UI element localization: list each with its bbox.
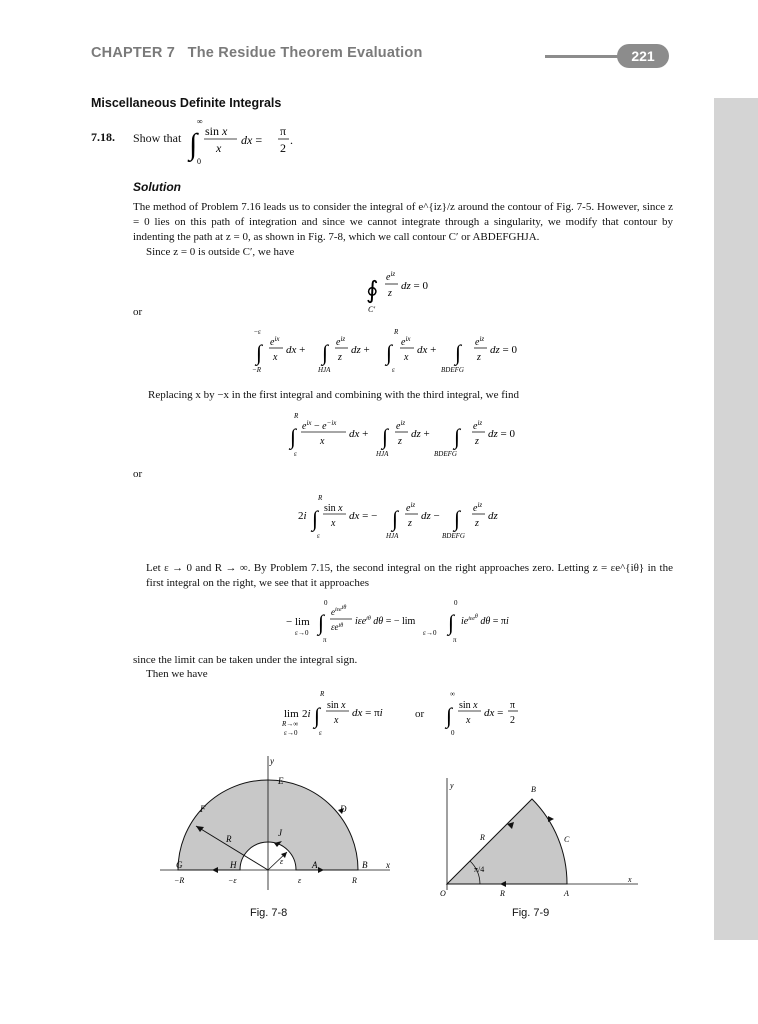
- svg-text:R: R: [318, 494, 323, 502]
- fig78-point-A: A: [312, 860, 318, 870]
- svg-text:∫: ∫: [290, 424, 297, 449]
- svg-text:z: z: [475, 436, 479, 447]
- equation-2: [252, 326, 552, 376]
- fig79-point-B: B: [531, 785, 536, 794]
- svg-text:ε→0: ε→0: [284, 729, 298, 737]
- or-label-1: or: [133, 306, 143, 318]
- paragraph-5: since the limit can be taken under the integral sign.: [133, 654, 358, 666]
- svg-text:dz = 0: dz = 0: [490, 344, 517, 356]
- svg-text:R: R: [394, 328, 399, 336]
- fig78-point-E: E: [278, 776, 284, 786]
- equation-6: [280, 688, 530, 740]
- side-thumb-tab: [714, 98, 758, 940]
- svg-text:eiz: $e^{iz}$: [475, 335, 485, 348]
- svg-text:π: π: [453, 636, 457, 644]
- svg-text:eiz: $e^{iz}$: [473, 419, 483, 432]
- fig79-angle-label: π/4: [474, 865, 485, 874]
- svg-text:ε: ε: [392, 366, 395, 374]
- svg-text:ε: ε: [317, 532, 320, 540]
- equation-1: [360, 262, 480, 316]
- svg-text:dx +: dx +: [286, 344, 306, 356]
- svg-text:eix: $e^{ix}$: [270, 335, 280, 348]
- svg-text:iεeiθ dθ = − lim: iεe$^{i\theta}$ dθ = − lim: [355, 616, 416, 627]
- svg-text:∞: ∞: [197, 117, 203, 126]
- svg-text:∫: ∫: [446, 703, 453, 728]
- svg-text:z: z: [475, 518, 479, 529]
- svg-text:z: z: [388, 288, 392, 299]
- svg-text:z: z: [338, 352, 342, 363]
- svg-text:eix: $e^{ix}$: [401, 335, 411, 348]
- svg-text:dx +: dx +: [349, 428, 369, 440]
- svg-text:eiz: $e^{iz}$: [406, 501, 416, 514]
- svg-text:∫: ∫: [256, 340, 263, 365]
- paragraph-3: Replacing x by −x in the first integral and combining with the third integral, we find: [148, 389, 519, 401]
- svg-text:ε: ε: [294, 450, 297, 458]
- svg-text:dx +: dx +: [417, 344, 437, 356]
- svg-text:x: x: [331, 518, 336, 529]
- svg-text:.: .: [290, 133, 293, 147]
- svg-text:0: 0: [197, 157, 201, 166]
- svg-text:2i: 2i: [298, 510, 307, 522]
- svg-text:dx =: dx =: [484, 707, 504, 719]
- svg-text:∫: ∫: [392, 506, 399, 531]
- svg-text:HJA: HJA: [318, 366, 331, 374]
- svg-text:∫: ∫: [382, 424, 389, 449]
- problem-statement: [91, 114, 391, 170]
- svg-text:R→∞: R→∞: [282, 720, 299, 728]
- svg-text:∞: ∞: [450, 690, 455, 698]
- svg-text:BDEFG: BDEFG: [441, 366, 464, 374]
- svg-text:sin x: sin x: [324, 503, 343, 514]
- fig79-point-O: O: [440, 889, 446, 896]
- header-rule: [545, 55, 625, 58]
- figure-7-9-caption: Fig. 7-9: [512, 907, 550, 919]
- fig78-tick-eps: ε: [298, 876, 302, 885]
- svg-text:ieiεeθ dθ = πi: $ie^{i\varepsilon e\theta}$ dθ = πi: [461, 614, 509, 627]
- svg-text:sin x: sin x: [327, 700, 346, 711]
- fig78-y-axis: y: [270, 756, 274, 766]
- fig78-radius-eps: ε: [280, 857, 284, 866]
- svg-text:eiz: $e^{iz}$: [336, 335, 346, 348]
- fig78-x-axis: x: [386, 860, 390, 870]
- svg-text:π: π: [510, 700, 516, 711]
- equation-4: [296, 492, 516, 544]
- fig78-point-B: B: [362, 860, 368, 870]
- svg-text:x: x: [273, 352, 278, 363]
- or-label-2: or: [133, 468, 143, 480]
- fig78-point-G: G: [176, 860, 183, 870]
- svg-text:sin x: sin x: [205, 124, 228, 138]
- svg-text:∫: ∫: [189, 128, 198, 161]
- page-number-badge: 221: [617, 44, 669, 68]
- svg-text:dz: dz: [488, 510, 498, 522]
- svg-text:0: 0: [451, 729, 455, 737]
- problem-prompt: Show that: [133, 131, 182, 145]
- fig78-tick-negR: −R: [174, 876, 185, 885]
- svg-text:dz +: dz +: [351, 344, 370, 356]
- fig78-radius-R: R: [226, 834, 232, 844]
- fig79-point-C: C: [564, 835, 570, 844]
- svg-text:ε→0: ε→0: [295, 629, 309, 637]
- svg-text:eix − e−ix: $e^{ix} - e^{-ix}$: [302, 419, 337, 432]
- svg-text:∫: ∫: [312, 506, 319, 531]
- svg-text:dx = −: dx = −: [349, 510, 378, 522]
- fig78-point-F: F: [200, 804, 206, 814]
- svg-text:ε→0: ε→0: [423, 629, 437, 637]
- svg-text:z: z: [477, 352, 481, 363]
- paragraph-4: Let ε → 0 and R → ∞. By Problem 7.15, the second integral on the right approaches zero. Letting z = εe^{iθ} in the first integral on the right, we see that it approaches: [146, 562, 673, 589]
- svg-text:∫: ∫: [455, 340, 462, 365]
- svg-text:R: R: [294, 412, 299, 420]
- paragraph-2: Since z = 0 is outside C′, we have: [146, 246, 295, 258]
- svg-text:BDEFG: BDEFG: [434, 450, 457, 458]
- svg-text:lim: lim: [284, 708, 299, 720]
- svg-text:eiεeiθ: $e^{i\varepsilon ei\theta}$: [331, 605, 347, 617]
- svg-text:HJA: HJA: [386, 532, 399, 540]
- svg-text:−ε: −ε: [254, 328, 261, 336]
- fig79-radius-R: R: [480, 833, 485, 842]
- fig79-point-A: A: [564, 889, 569, 896]
- svg-text:HJA: HJA: [376, 450, 389, 458]
- svg-text:x: x: [404, 352, 409, 363]
- paragraph-6: Then we have: [146, 668, 208, 680]
- paragraph-1: The method of Problem 7.16 leads us to consider the integral of e^{iz}/z around the contour of Fig. 7-5. However, since z = 0 lies on this path of integration and since we cannot integrate through a singularity, we modify that contour by indenting the path at z = 0, as shown in Fig. 7-8, which we call contour C′ or ABDEFGHJA.: [133, 201, 673, 243]
- fig79-tick-R: R: [500, 889, 505, 896]
- svg-text:∫: ∫: [454, 424, 461, 449]
- running-header: [91, 45, 423, 61]
- svg-text:∫: ∫: [386, 340, 393, 365]
- equation-5: [286, 598, 526, 646]
- svg-text:∮: ∮: [366, 278, 379, 304]
- svg-text:dz = 0: dz = 0: [401, 280, 428, 292]
- svg-text:2: 2: [280, 141, 286, 155]
- svg-text:C′: C′: [368, 305, 376, 314]
- svg-text:2: 2: [510, 715, 515, 726]
- svg-text:−R: −R: [252, 366, 261, 374]
- svg-text:eiz: $e^{iz}$: [473, 501, 483, 514]
- svg-text:∫: ∫: [318, 610, 325, 635]
- svg-text:R: R: [320, 690, 325, 698]
- fig78-tick-negeps: −ε: [228, 876, 237, 885]
- chapter-title: The Residue Theorem Evaluation: [187, 45, 423, 61]
- svg-text:z: z: [408, 518, 412, 529]
- svg-text:x: x: [320, 436, 325, 447]
- svg-text:BDEFG: BDEFG: [442, 532, 465, 540]
- fig78-point-H: H: [230, 860, 237, 870]
- svg-text:0: 0: [454, 599, 458, 607]
- svg-text:eiz: $e^{iz}$: [386, 270, 396, 283]
- svg-text:π: π: [280, 124, 287, 138]
- problem-formula: [185, 114, 385, 170]
- svg-text:− lim: − lim: [286, 616, 310, 628]
- svg-text:x: x: [466, 715, 471, 726]
- svg-text:∫: ∫: [454, 506, 461, 531]
- svg-text:z: z: [398, 436, 402, 447]
- svg-text:π: π: [323, 636, 327, 644]
- figure-7-9: [432, 776, 642, 896]
- svg-text:eiz: $e^{iz}$: [396, 419, 406, 432]
- svg-text:∫: ∫: [448, 610, 455, 635]
- equation-3: [288, 410, 528, 462]
- figure-7-8-caption: Fig. 7-8: [250, 907, 288, 919]
- svg-text:εeiθ: $\varepsilon e^{i\theta}$: [331, 622, 344, 632]
- chapter-label: CHAPTER 7: [91, 45, 175, 61]
- fig78-tick-R: R: [352, 876, 357, 885]
- svg-text:dx =: dx =: [241, 133, 263, 147]
- svg-text:∫: ∫: [314, 703, 321, 728]
- or-label-3: or: [415, 708, 425, 720]
- svg-text:0: 0: [324, 599, 328, 607]
- solution-label: Solution: [133, 180, 181, 194]
- svg-text:dz −: dz −: [421, 510, 440, 522]
- svg-text:x: x: [216, 141, 222, 155]
- svg-text:dz = 0: dz = 0: [488, 428, 515, 440]
- svg-text:ε: ε: [319, 729, 322, 737]
- fig79-x-axis: x: [628, 875, 632, 884]
- section-title: Miscellaneous Definite Integrals: [91, 96, 282, 110]
- fig79-y-axis: y: [450, 781, 454, 790]
- svg-text:2i: 2i: [302, 708, 311, 720]
- svg-text:sin x: sin x: [459, 700, 478, 711]
- fig78-point-D: D: [340, 804, 347, 814]
- svg-text:x: x: [334, 715, 339, 726]
- svg-text:∫: ∫: [322, 340, 329, 365]
- problem-number: 7.18.: [91, 130, 115, 144]
- figure-7-8: [160, 752, 400, 892]
- svg-text:dz +: dz +: [411, 428, 430, 440]
- svg-text:dx = πi: dx = πi: [352, 707, 383, 719]
- fig78-point-J: J: [278, 828, 282, 838]
